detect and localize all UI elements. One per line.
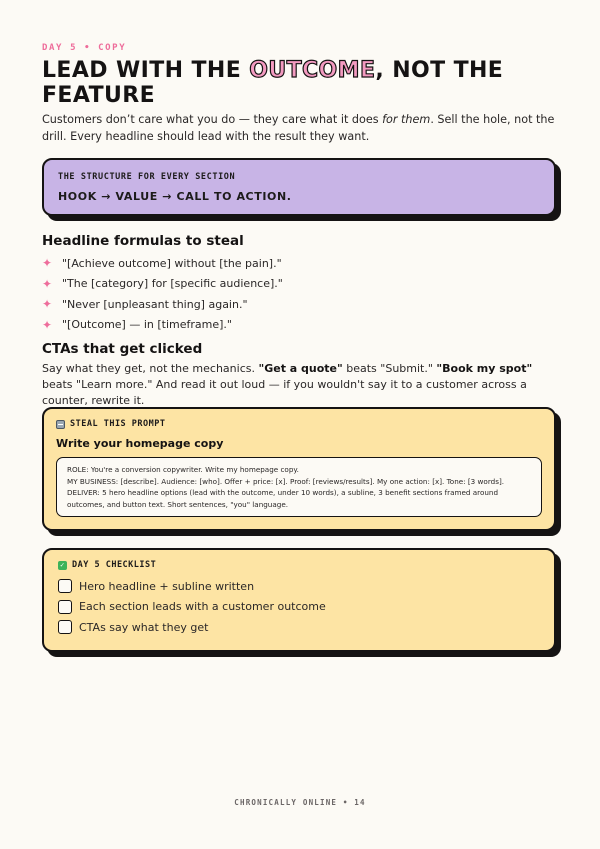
- list-item-text: "[Achieve outcome] without [the pain].": [62, 256, 282, 270]
- checklist-item[interactable]: [58, 617, 540, 638]
- ctas-text-1: Say what they get, not the mechanics.: [42, 362, 259, 375]
- page-title: [42, 58, 562, 108]
- checkbox[interactable]: [58, 600, 72, 614]
- list-item: [42, 315, 283, 336]
- checklist-item[interactable]: [58, 576, 540, 597]
- sparkle-icon: ✦: [42, 317, 53, 332]
- prompt-label: STEAL THIS PROMPT: [70, 419, 166, 429]
- structure-card: [42, 158, 556, 216]
- robot-icon: [56, 420, 65, 429]
- checklist-item-label: CTAs say what they get: [79, 620, 209, 634]
- intro-part2: . Sell the hole, not the drill. Every headline should lead with the result they want.: [42, 113, 555, 143]
- eyebrow: DAY 5 • COPY: [42, 43, 127, 53]
- structure-formula: HOOK → VALUE → CALL TO ACTION.: [58, 190, 292, 203]
- structure-label: THE STRUCTURE FOR EVERY SECTION: [58, 172, 236, 182]
- ctas-bold-1: "Get a quote": [258, 362, 343, 375]
- ctas-text-3: beats "Learn more." And read it out loud — if you wouldn't say it to a customer across a counter, rewrite it.: [42, 378, 527, 407]
- checklist-item[interactable]: [58, 597, 540, 618]
- checkbox[interactable]: [58, 620, 72, 634]
- title-highlight: OUTCOME: [249, 58, 376, 83]
- title-after: , NOT THE FEATURE: [42, 58, 504, 108]
- headline-formulas-heading: Headline formulas to steal: [42, 233, 244, 249]
- prompt-card: [42, 407, 556, 531]
- list-item-text: "Never [unpleasant thing] again.": [62, 297, 248, 311]
- sparkle-icon: ✦: [42, 297, 53, 312]
- ctas-bold-2: "Book my spot": [436, 362, 533, 375]
- title-before: LEAD WITH THE: [42, 58, 250, 83]
- list-item-text: "The [category] for [specific audience].": [62, 277, 283, 291]
- checklist-label: DAY 5 CHECKLIST: [72, 560, 157, 570]
- checklist-item-label: Each section leads with a customer outcome: [79, 600, 326, 614]
- list-item-text: "[Outcome] — in [timeframe].": [62, 318, 232, 332]
- list-item: [42, 294, 283, 315]
- sparkle-icon: ✦: [42, 276, 53, 291]
- checklist-items: [58, 576, 540, 638]
- headline-formulas-list: [42, 253, 283, 335]
- list-item: [42, 274, 283, 295]
- prompt-subtitle: Write your homepage copy: [56, 437, 224, 450]
- check-icon: ✓: [58, 561, 67, 570]
- checkbox[interactable]: [58, 579, 72, 593]
- prompt-header: [56, 419, 542, 429]
- ctas-text-2: beats "Submit.": [342, 362, 437, 375]
- checklist-item-label: Hero headline + subline written: [79, 579, 255, 593]
- prompt-line-role: ROLE: You're a conversion copywriter. Write my homepage copy.: [67, 465, 299, 474]
- checklist-header: [58, 560, 540, 570]
- list-item: [42, 253, 283, 274]
- intro-paragraph: [42, 112, 558, 145]
- ctas-paragraph: [42, 361, 558, 409]
- sparkle-icon: ✦: [42, 256, 53, 271]
- prompt-line-deliver: DELIVER: 5 hero headline options (lead with the outcome, under 10 words), a subline, 3 benefit sections framed around outcomes, and button text. Short sentences, "you" language.: [67, 488, 499, 509]
- prompt-line-business: MY BUSINESS: [describe]. Audience: [who]. Offer + price: [x]. Proof: [reviews/results]. My one action: [x]. Tone: [3 words].: [67, 476, 505, 486]
- checklist-card: [42, 548, 556, 652]
- ctas-heading: CTAs that get clicked: [42, 341, 203, 357]
- prompt-text-box[interactable]: [56, 457, 542, 517]
- intro-emphasis: for them: [382, 113, 431, 126]
- page-footer: CHRONICALLY ONLINE • 14: [234, 798, 366, 807]
- intro-part1: Customers don’t care what you do — they care what it does: [42, 113, 383, 126]
